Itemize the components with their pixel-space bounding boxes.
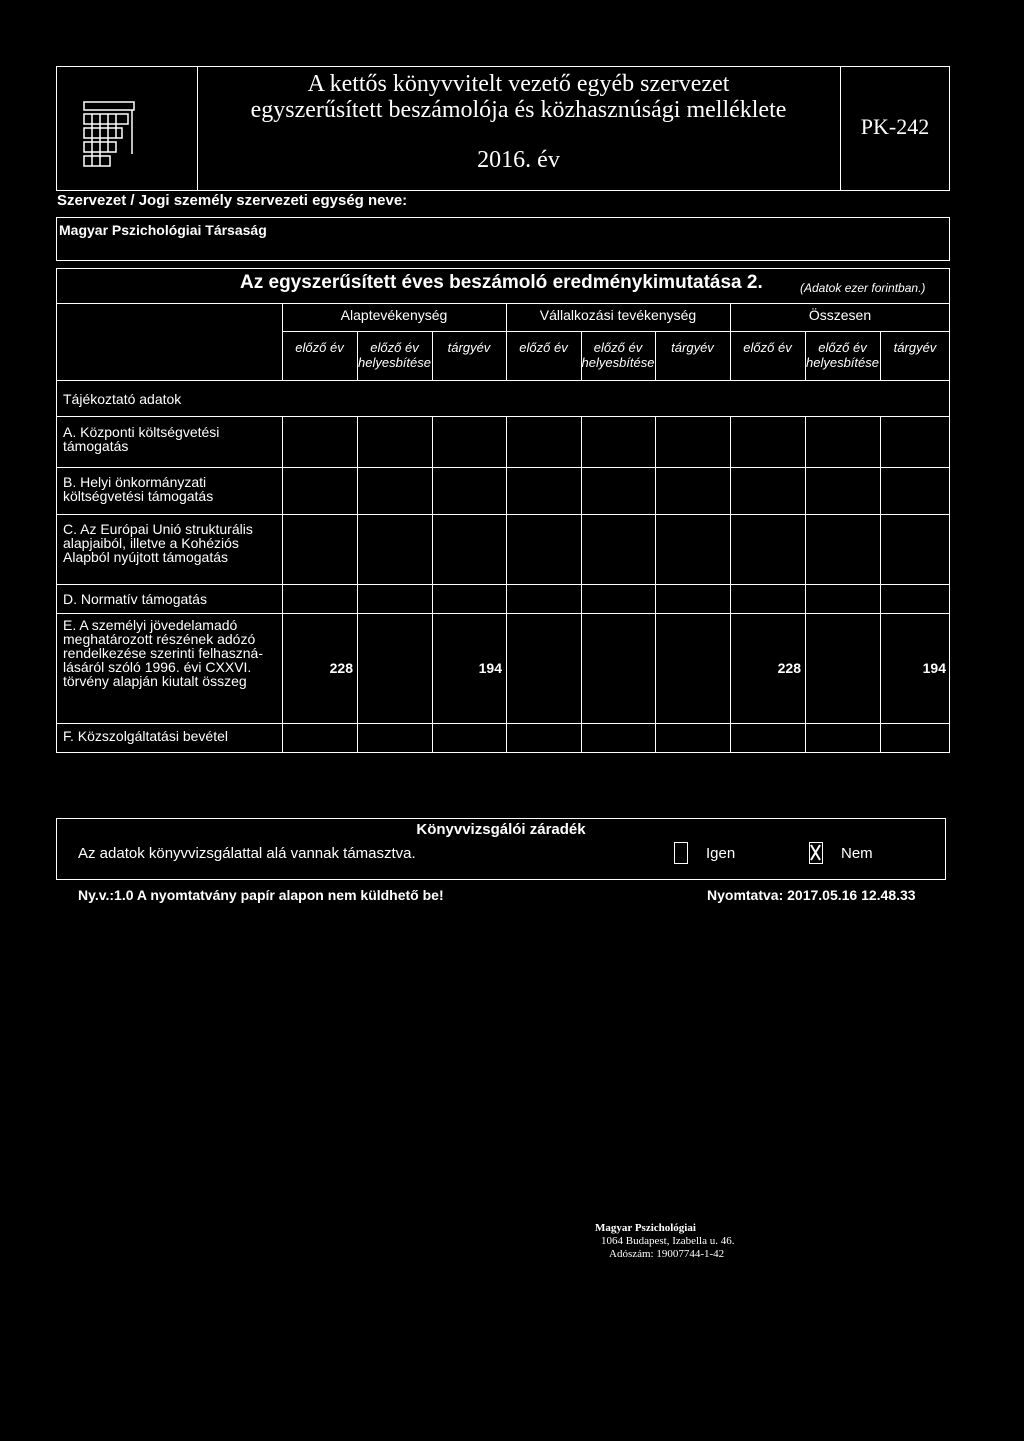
row-label-line: A. Központi költségvetési xyxy=(63,424,220,440)
option-igen-label: Igen xyxy=(706,845,736,862)
column-header xyxy=(432,340,506,355)
form-title-line2: egyszerűsített beszámolója és közhasznúsági melléklete xyxy=(250,97,787,123)
stamp-line2: 1064 Budapest, Izabella u. 46. xyxy=(601,1235,735,1247)
info-label: Tájékoztató adatok xyxy=(63,391,182,407)
stamp-line1: Magyar Pszichológiai xyxy=(595,1222,696,1234)
section-title: Az egyszerűsített éves beszámoló eredménykimutatása 2. xyxy=(240,272,763,293)
table-cell: 194 xyxy=(922,660,946,676)
row-label-line: költségvetési támogatás xyxy=(63,488,214,504)
group-alaptevekenyseg: Alaptevékenység xyxy=(340,307,448,323)
check-x-icon xyxy=(810,843,821,862)
audit-statement: Az adatok könyvvizsgálattal alá vannak támasztva. xyxy=(78,845,416,862)
column-header-line1: előző év xyxy=(743,340,792,355)
org-name: Magyar Pszichológiai Társaság xyxy=(59,222,267,238)
column-header-line2: helyesbítése xyxy=(806,355,879,370)
column-header-line1: előző év xyxy=(593,340,643,355)
row-label-line: F. Közszolgáltatási bevétel xyxy=(63,728,228,744)
footer-printed: Nyomtatva: 2017.05.16 12.48.33 xyxy=(707,887,916,903)
table-cell: 228 xyxy=(329,660,353,676)
row-label xyxy=(63,475,213,503)
column-header-line1: előző év xyxy=(519,340,568,355)
column-header xyxy=(357,340,432,370)
row-label xyxy=(63,592,207,606)
row-label-line: D. Normatív támogatás xyxy=(63,591,207,607)
column-header xyxy=(730,340,805,355)
column-header-line1: előző év xyxy=(818,340,867,355)
form-title-line1: A kettős könyvvitelt vezető egyéb szervezet xyxy=(307,71,730,97)
org-label: Szervezet / Jogi személy szervezeti egység neve: xyxy=(57,192,408,209)
group-vallalkozasi: Vállalkozási tevékenység xyxy=(539,307,697,323)
building-icon xyxy=(80,94,140,170)
checkbox-igen[interactable] xyxy=(674,842,688,864)
column-header-line1: tárgyév xyxy=(671,340,714,355)
column-header-line2: helyesbítése xyxy=(358,355,431,370)
audit-title: Könyvvizsgálói záradék xyxy=(416,821,586,838)
column-header xyxy=(880,340,950,355)
form-year: 2016. év xyxy=(477,147,560,173)
row-label-line: támogatás xyxy=(63,438,129,454)
form-code: PK-242 xyxy=(860,114,930,139)
row-label-line: Alapból nyújtott támogatás xyxy=(63,549,228,565)
organization-stamp xyxy=(595,1222,735,1261)
column-header-line1: előző év xyxy=(295,340,344,355)
row-label xyxy=(63,729,228,743)
column-header xyxy=(655,340,730,355)
option-nem-label: Nem xyxy=(841,845,873,862)
column-header-line1: tárgyév xyxy=(893,340,937,355)
table-cell: 194 xyxy=(478,660,502,676)
column-header xyxy=(581,340,655,370)
group-osszesen: Összesen xyxy=(808,307,872,323)
column-header-line2: helyesbítése xyxy=(581,355,655,370)
column-header xyxy=(282,340,357,355)
row-label xyxy=(63,618,263,688)
column-header-line1: előző év xyxy=(370,340,419,355)
row-label-line: törvény alapján kiutalt összeg xyxy=(63,673,247,689)
checkbox-nem[interactable] xyxy=(809,842,823,864)
row-label-line: alapjaiból, illetve a Kohéziós xyxy=(63,535,239,551)
column-header xyxy=(805,340,880,370)
column-header xyxy=(506,340,581,355)
row-label-line: B. Helyi önkormányzati xyxy=(63,474,207,490)
row-label-line: lásáról szóló 1996. évi CXXVI. xyxy=(63,659,252,675)
row-label xyxy=(63,522,253,564)
row-label xyxy=(63,425,219,453)
column-header-line1: tárgyév xyxy=(447,340,491,355)
row-label-line: C. Az Európai Unió strukturális xyxy=(63,521,253,537)
row-label-line: rendelkezése szerinti felhaszná- xyxy=(63,645,263,661)
footer-version: Ny.v.:1.0 A nyomtatvány papír alapon nem küldhető be! xyxy=(78,887,444,903)
row-label-line: meghatározott részének adózó xyxy=(63,631,256,647)
stamp-line3: Adószám: 19007744-1-42 xyxy=(609,1248,725,1260)
table-cell: 228 xyxy=(777,660,801,676)
row-label-line: E. A személyi jövedelamadó xyxy=(63,617,238,633)
unit-note: (Adatok ezer forintban.) xyxy=(800,281,926,295)
